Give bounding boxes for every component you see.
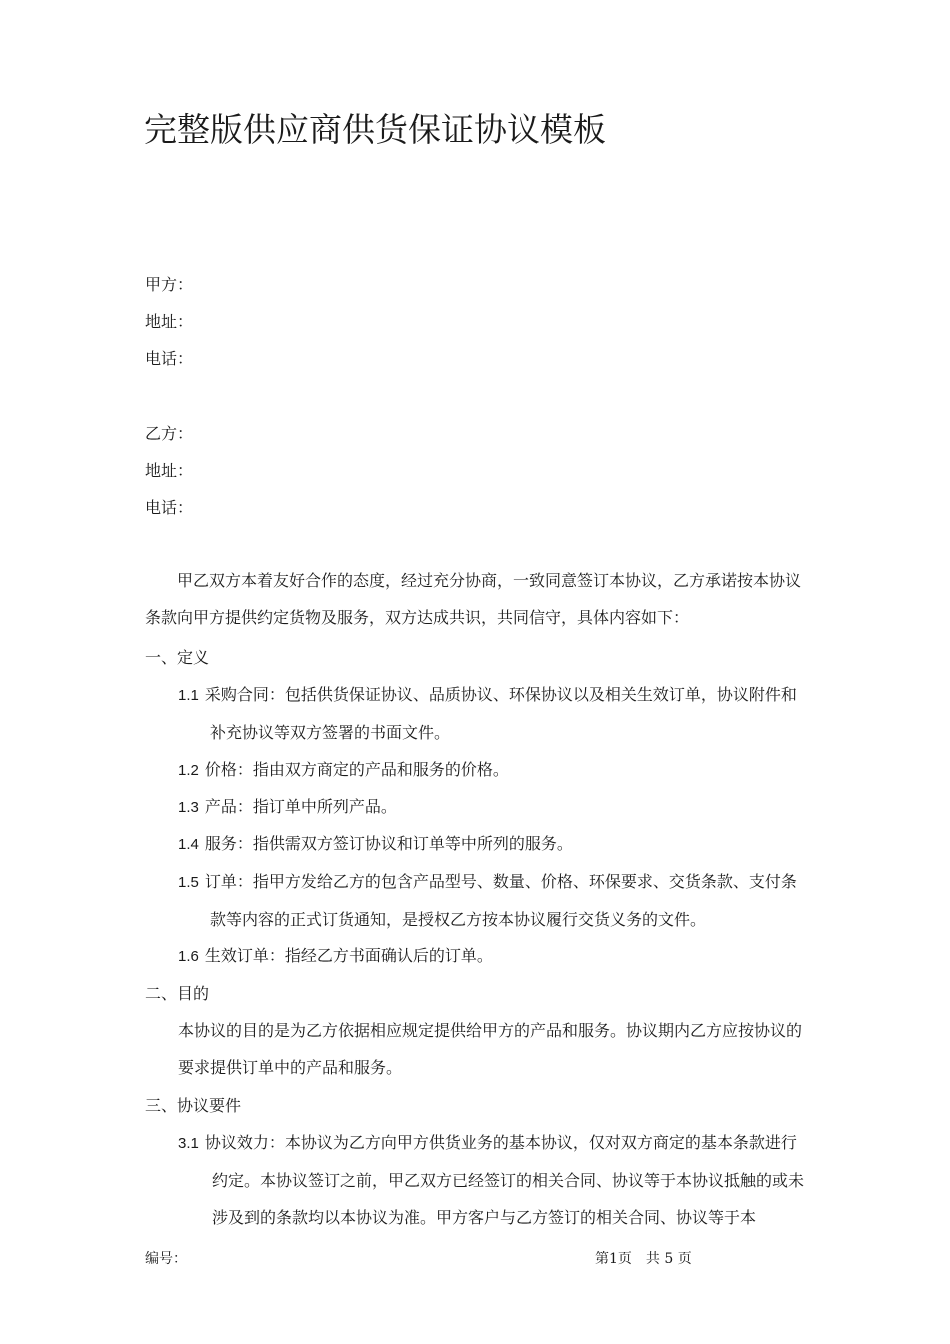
clause-text: 生效订单：指经乙方书面确认后的订单。 (204, 946, 493, 965)
clause-1-6 (178, 946, 493, 967)
clause-1-2 (178, 760, 509, 781)
party-a-phone-label: 电话： (145, 349, 194, 368)
section-2-heading: 二、目的 (145, 984, 210, 1003)
clause-1-1 (178, 676, 810, 751)
clause-1-3 (178, 797, 397, 818)
party-b-phone-label: 电话： (145, 498, 194, 517)
document-title: 完整版供应商供货保证协议模板 (144, 110, 606, 149)
clause-1-4 (178, 834, 573, 855)
clause-number: 1.6 (178, 948, 199, 965)
clause-number: 1.3 (178, 799, 199, 816)
section-1-heading: 一、定义 (145, 648, 210, 667)
section-2-paragraph: 本协议的目的是为乙方依据相应规定提供给甲方的产品和服务。协议期内乙方应按协议的要求提供订单中的产品和服务。 (178, 1021, 803, 1077)
section-3-heading: 三、协议要件 (145, 1096, 242, 1115)
clause-number: 1.4 (178, 836, 199, 853)
party-b-label: 乙方： (145, 424, 194, 443)
party-a-address-label: 地址： (145, 312, 194, 331)
party-a-label: 甲方： (145, 275, 194, 294)
clause-number: 1.1 (178, 687, 199, 704)
clause-text: 价格：指由双方商定的产品和服务的价格。 (204, 760, 509, 779)
intro-paragraph: 甲乙双方本着友好合作的态度，经过充分协商，一致同意签订本协议，乙方承诺按本协议条款向甲方提供约定货物及服务，双方达成共识，共同信守，具体内容如下： (145, 571, 802, 627)
clause-text: 采购合同：包括供货保证协议、品质协议、环保协议以及相关生效订单，协议附件和补充协议等双方签署的书面文件。 (204, 685, 797, 742)
clause-number: 1.5 (178, 874, 199, 891)
footer-code-label: 编号： (145, 1251, 187, 1267)
clause-text: 协议效力：本协议为乙方向甲方供货业务的基本协议，仅对双方商定的基本条款进行约定。本协议签订之前，甲乙双方已经签订的相关合同、协议等于本协议抵触的或未涉及到的条款均以本协议为准。甲方客户与乙方签订的相关合同、协议等于本 (204, 1133, 805, 1227)
party-b-address-label: 地址： (145, 461, 194, 480)
clause-number: 3.1 (178, 1135, 199, 1152)
footer-page-info: 第1页 共 5 页 (595, 1251, 692, 1267)
clause-number: 1.2 (178, 762, 199, 779)
clause-text: 订单：指甲方发给乙方的包含产品型号、数量、价格、环保要求、交货条款、支付条款等内容的正式订货通知，是授权乙方按本协议履行交货义务的文件。 (204, 872, 797, 929)
clause-text: 服务：指供需双方签订协议和订单等中所列的服务。 (204, 834, 573, 853)
clause-1-5 (178, 863, 810, 938)
clause-3-1 (178, 1124, 810, 1235)
clause-text: 产品：指订单中所列产品。 (204, 797, 397, 816)
